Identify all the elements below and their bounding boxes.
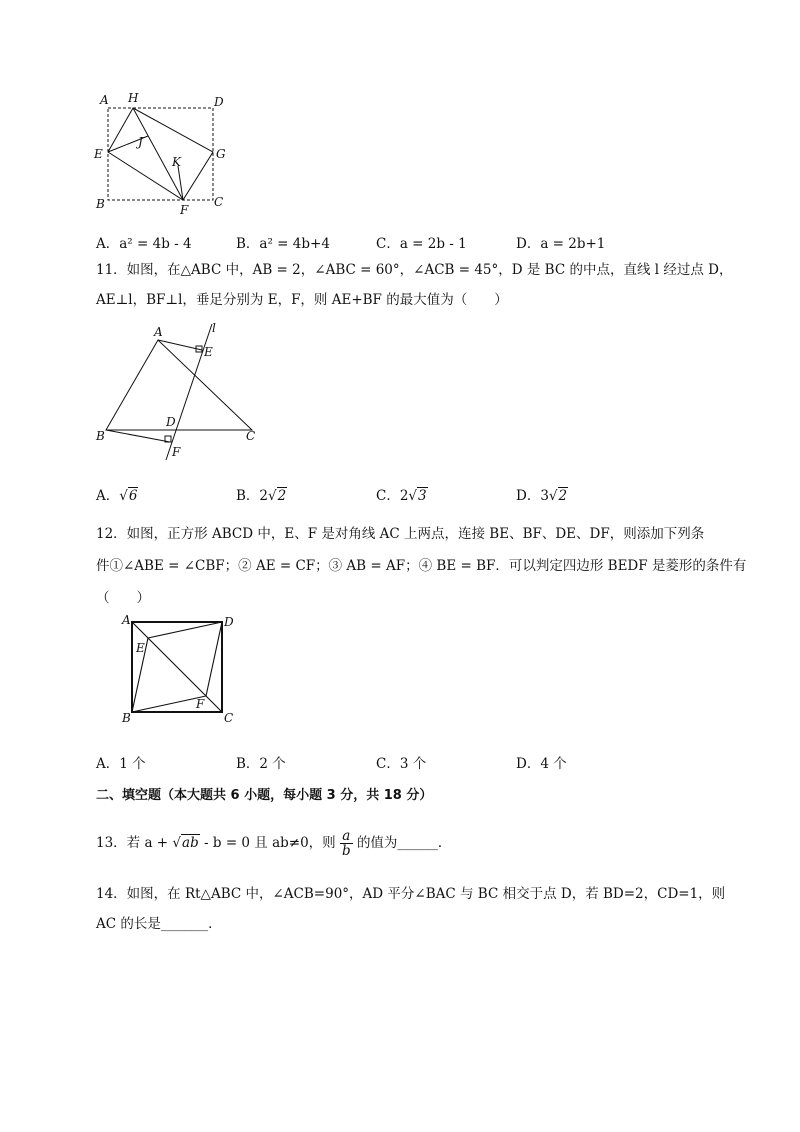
q11-figure: [92, 320, 272, 465]
fig11-label-l: l: [212, 321, 216, 335]
q13-radicand: ab: [182, 835, 199, 851]
fig10-label-B: B: [96, 197, 105, 211]
fig11-label-A: A: [154, 325, 163, 339]
q12-option-c: C．3 个: [376, 756, 427, 772]
fig12-label-B: B: [122, 711, 131, 725]
q12-line3: （ ）: [96, 590, 150, 606]
q12-option-d: D．4 个: [516, 756, 567, 772]
q13-middle: - b = 0 且 ab≠0，则: [204, 835, 336, 851]
fig10-label-J: J: [138, 135, 143, 149]
section-heading-fill-in: 二、填空题（本大题共 6 小题，每小题 3 分，共 18 分）: [96, 788, 433, 803]
fig10-label-K: K: [172, 155, 181, 169]
q12-line1: 12．如图，正方形 ABCD 中，E、F 是对角线 AC 上两点，连接 BE、BF、DE、DF，则添加下列条: [96, 526, 705, 542]
q13-prefix: 13．若 a +: [96, 835, 169, 851]
q11-option-a-letter: A．: [96, 488, 120, 504]
fig12-label-D: D: [224, 615, 234, 629]
q12-option-a: A．1 个: [96, 756, 146, 772]
q12-line2: 件①∠ABE = ∠CBF；② AE = CF；③ AB = AF；④ BE = BF．可以判定四边形 BEDF 是菱形的条件有: [96, 558, 747, 574]
q13-fraction: [340, 829, 353, 858]
fig12-label-C: C: [224, 711, 234, 725]
q11-option-d: [516, 484, 568, 504]
fig10-label-H: H: [128, 91, 139, 105]
q11-line2: AE⊥l，BF⊥l，垂足分别为 E，F，则 AE+BF 的最大值为（ ）: [96, 292, 508, 308]
fig11-label-F: F: [172, 445, 181, 459]
fig11-label-E: E: [204, 345, 213, 359]
q13-suffix: 的值为______．: [356, 835, 452, 851]
q11-option-c-sqrt: √3: [408, 488, 427, 504]
q13-sqrt: √ab: [172, 835, 199, 851]
fig10-label-C: C: [214, 195, 224, 209]
q11-option-c-radicand: 3: [418, 488, 427, 504]
fig10-label-F: F: [180, 203, 189, 217]
q10-option-c: C．a = 2b - 1: [376, 236, 467, 252]
fig11-label-C: C: [246, 429, 256, 443]
q11-option-a-sqrt: √6: [119, 488, 138, 504]
q10-option-a: A．a² = 4b - 4: [96, 236, 192, 252]
fig10-label-A: A: [100, 93, 109, 107]
q11-option-b: [236, 484, 287, 504]
q11-option-b-radicand: 2: [277, 488, 287, 504]
q10-options: [96, 232, 696, 254]
q11-option-a: [96, 484, 138, 504]
q12-option-b: B．2 个: [236, 756, 286, 772]
q11-option-a-radicand: 6: [128, 488, 138, 504]
q11-option-d-letter: D．3: [516, 488, 549, 504]
q11-option-b-letter: B．2: [236, 488, 269, 504]
q10-option-d: D．a = 2b+1: [516, 236, 606, 252]
fig10-label-G: G: [216, 147, 226, 161]
fig12-label-A: A: [122, 613, 131, 627]
q14-line1: 14．如图，在 Rt△ABC 中，∠ACB=90°，AD 平分∠BAC 与 BC 相交于点 D，若 BD=2，CD=1，则: [96, 886, 726, 902]
q11-option-c-letter: C．2: [376, 488, 409, 504]
q10-figure: [88, 88, 238, 218]
q11-line1: 11．如图，在△ABC 中，AB = 2，∠ABC = 60°，∠ACB = 45°，D 是 BC 的中点，直线 l 经过点 D，: [96, 262, 733, 278]
q12-options: [96, 752, 696, 774]
q14-line2: AC 的长是_______．: [96, 916, 222, 932]
fig12-label-E: E: [136, 641, 145, 655]
q11-option-b-sqrt: √2: [268, 488, 287, 504]
fig10-label-D: D: [214, 95, 224, 109]
q11-option-d-radicand: 2: [558, 488, 568, 504]
q13-frac-denominator: b: [341, 843, 351, 859]
q11-option-d-sqrt: √2: [548, 488, 568, 504]
q11-options: [96, 484, 696, 506]
q13-line: [96, 826, 451, 860]
q11-option-c: [376, 484, 428, 504]
fig11-label-B: B: [96, 429, 105, 443]
q13-frac-numerator: a: [340, 829, 353, 844]
fig11-label-D: D: [166, 415, 176, 429]
q12-figure: [114, 612, 244, 727]
fig12-label-F: F: [196, 697, 205, 711]
fig10-label-E: E: [94, 147, 103, 161]
q10-option-b: B．a² = 4b+4: [236, 236, 330, 252]
